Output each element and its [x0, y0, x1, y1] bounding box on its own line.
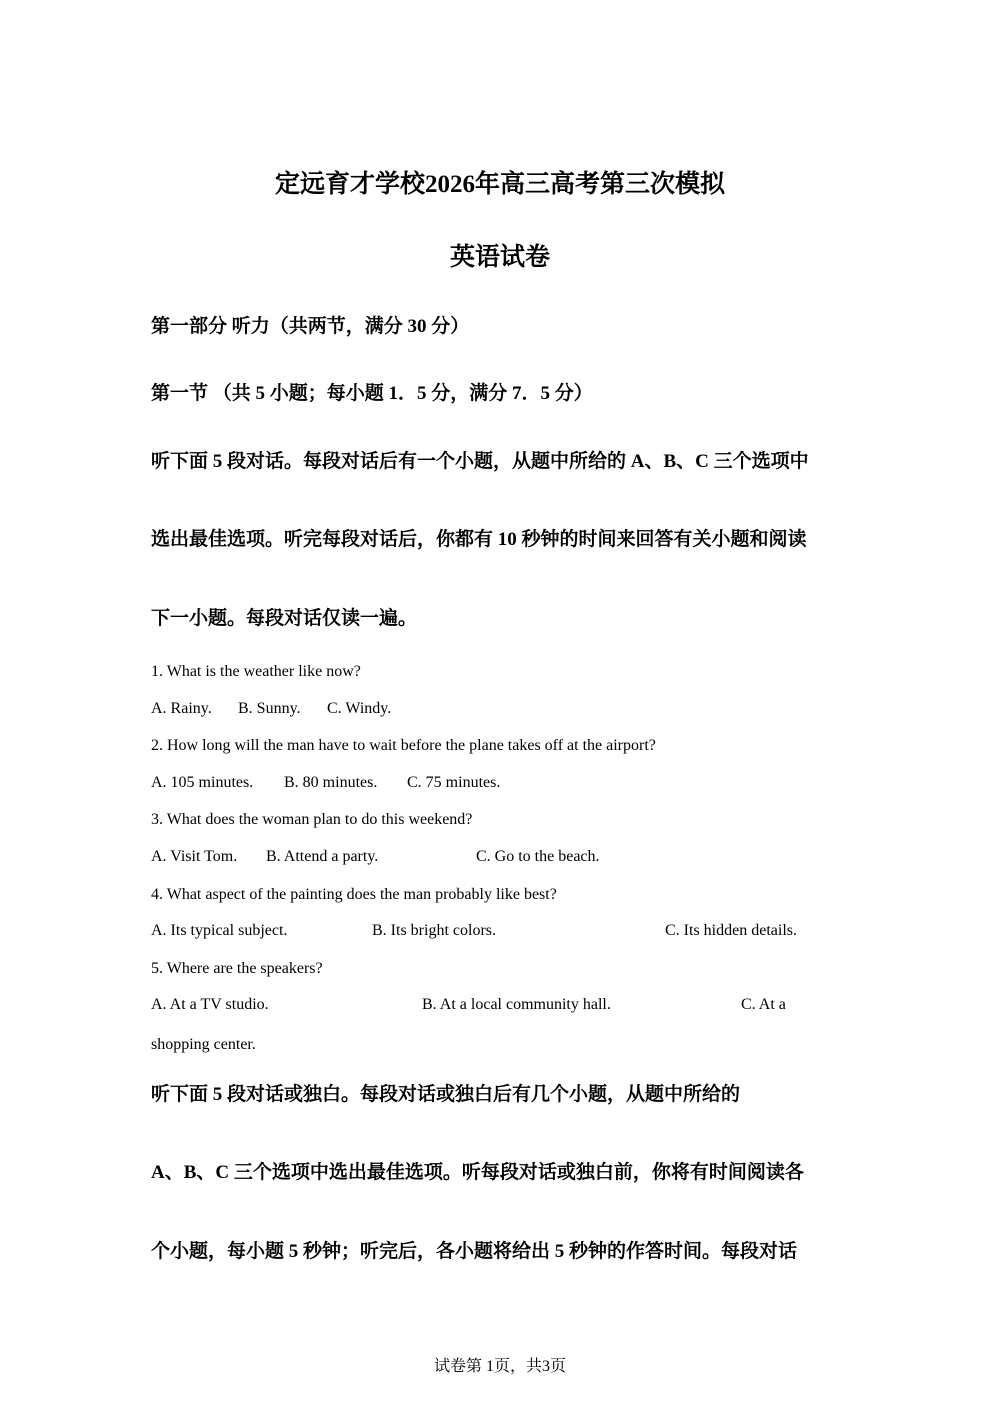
option-c: C. Windy.	[327, 700, 392, 717]
option-c-continuation: shopping center.	[151, 1036, 256, 1053]
option-b: B. Attend a party.	[266, 848, 379, 865]
option-c: C. Its hidden details.	[665, 922, 797, 939]
exam-subtitle: 英语试卷	[449, 244, 550, 271]
instruction-line: 听下面 5 段对话或独白。每段对话或独白后有几个小题，从题中所给的	[151, 1084, 741, 1105]
exam-title: 定远育才学校2026年高三高考第三次模拟	[274, 171, 725, 198]
option-c: C. 75 minutes.	[407, 774, 501, 791]
option-a: A. Rainy.	[151, 700, 212, 717]
option-b: B. Sunny.	[238, 700, 301, 717]
instruction-line: 听下面 5 段对话。每段对话后有一个小题，从题中所给的 A、B、C 三个选项中	[151, 451, 809, 472]
question-stem: 4. What aspect of the painting does the man probably like best?	[151, 886, 557, 903]
instruction-line: A、B、C 三个选项中选出最佳选项。听每段对话或独白前，你将有时间阅读各	[151, 1162, 804, 1183]
option-c: C. Go to the beach.	[476, 848, 600, 865]
page-footer: 试卷第 1页，共3页	[433, 1358, 566, 1375]
option-a: A. Its typical subject.	[151, 922, 288, 939]
instruction-line: 个小题，每小题 5 秒钟；听完后，各小题将给出 5 秒钟的作答时间。每段对话	[151, 1241, 798, 1262]
option-a: A. At a TV studio.	[151, 996, 269, 1013]
part-heading: 第一部分 听力（共两节，满分 30 分）	[151, 316, 470, 337]
option-a: A. Visit Tom.	[151, 848, 238, 865]
option-b: B. 80 minutes.	[284, 774, 378, 791]
question-stem: 2. How long will the man have to wait before the plane takes off at the airport?	[151, 737, 656, 754]
question-stem: 3. What does the woman plan to do this weekend?	[151, 811, 473, 828]
option-b: B. At a local community hall.	[422, 996, 611, 1013]
instruction-line: 选出最佳选项。听完每段对话后，你都有 10 秒钟的时间来回答有关小题和阅读	[151, 529, 807, 550]
instruction-line: 下一小题。每段对话仅读一遍。	[151, 608, 418, 629]
question-stem: 1. What is the weather like now?	[151, 663, 361, 680]
option-c: C. At a	[741, 996, 786, 1013]
question-stem: 5. Where are the speakers?	[151, 960, 323, 977]
option-a: A. 105 minutes.	[151, 774, 254, 791]
option-b: B. Its bright colors.	[372, 922, 496, 939]
section-heading: 第一节 （共 5 小题；每小题 1．5 分，满分 7．5 分）	[151, 383, 593, 404]
